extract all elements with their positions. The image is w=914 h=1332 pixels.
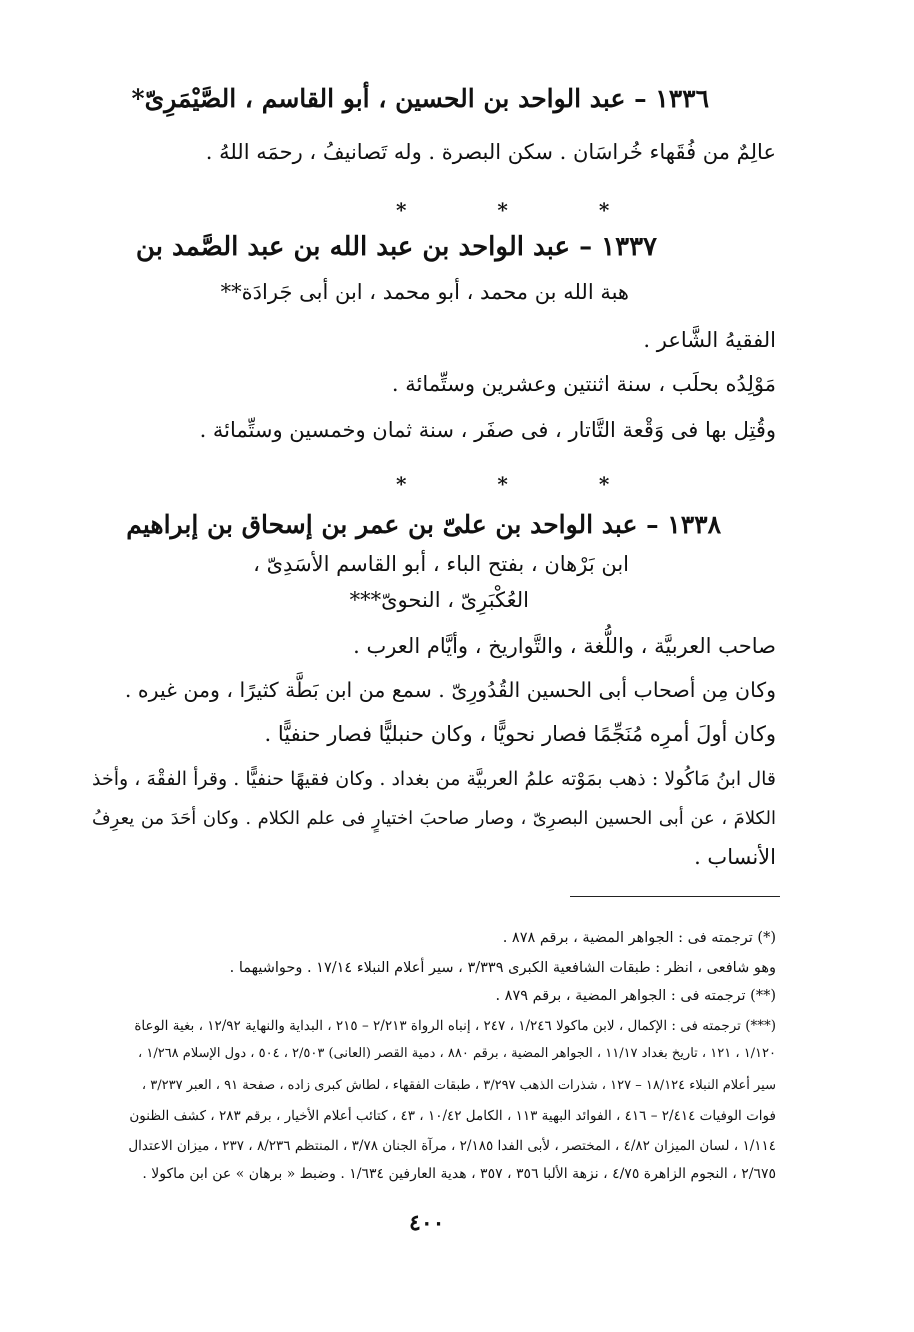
footnote: ٢/٦٧٥ ، النجوم الزاهرة ٤/٧٥ ، نزهة الألبا ٣٥٦ ، ٣٥٧ ، هدية العارفين ١/٦٣٤ . وضبط « برهان » عن ابن ماكولا .: [142, 1166, 776, 1182]
footnote: (***) ترجمته فى : الإكمال ، لابن ماكولا ١/٢٤٦ ، ٢٤٧ ، إنباه الرواة ٢/٢١٣ – ٢١٥ ، البداية والنهاية ١٢/٩٢ ، بغية الوعاة: [134, 1018, 776, 1034]
entry-1338-heading-continued: ابن بَرْهان ، بفتح الباء ، أبو القاسم الأسَدِىّ ،: [253, 552, 629, 576]
entry-1337-line: مَوْلِدُه بحلَب ، سنة اثنتين وعشرين وستِّمائة .: [391, 372, 776, 396]
entry-1337-heading-continued: هبة الله بن محمد ، أبو محمد ، ابن أبى جَرادَة**: [220, 280, 629, 304]
footnote: فوات الوفيات ٢/٤١٤ – ٤١٦ ، الفوائد البهية ١١٣ ، الكامل ١٠/٤٢ ، ٤٣ ، كتائب أعلام الأخيار ، برقم ٢٨٣ ، كشف الظنون: [129, 1108, 776, 1124]
entry-1337-line: وقُتِل بها فى وَقْعة التَّاتار ، فى صفَر ، سنة ثمان وخمسين وستِّمائة .: [199, 418, 776, 442]
entry-1338-line: وكان أولَ أمرِه مُنَجِّمًا فصار نحويًّا ، وكان حنبليًّا فصار حنفيًّا .: [264, 722, 776, 746]
entry-1338-paragraph: [92, 760, 776, 877]
footnote: ١/١٢٠ ، ١٢١ ، تاريخ بغداد ١١/١٧ ، الجواهر المضية ، برقم ٨٨٠ ، دمية القصر (العانى) ٢/٥٠٣ ، ٥٠٤ ، دول الإسلام ١/٢٦٨ ،: [138, 1046, 776, 1061]
entry-1336-body: عالِمٌ من فُقَهاء خُراسَان . سكن البصرة . وله تَصانيفُ ، رحمَه اللهُ .: [205, 140, 776, 164]
paragraph-line: الأنساب .: [694, 845, 776, 869]
paragraph-line: الكلامَ ، عن أبى الحسين البصرِىّ ، وصار صاحبَ اختيارٍ فى علم الكلام . وكان أحَدَ من يعرِفُ: [92, 808, 776, 829]
paragraph-line: قال ابنُ مَاكُولا : ذهب بمَوْته علمُ العربيَّة من بغداد . وكان فقيهًا حنفيًّا . وقرأ الفقْهَ ، وأخذ: [92, 768, 776, 790]
footnote-rule: [570, 896, 780, 897]
section-separator: * * *: [396, 198, 652, 222]
footnote: (*) ترجمته فى : الجواهر المضية ، برقم ٨٧٨ .: [502, 930, 776, 946]
footnote: وهو شافعى ، انظر : طبقات الشافعية الكبرى ٣/٣٣٩ ، سير أعلام النبلاء ١٧/١٤ . وحواشيهما .: [229, 960, 776, 976]
entry-1337-heading: ١٣٣٧ – عبد الواحد بن عبد الله بن عبد الصَّمد بن: [135, 232, 657, 262]
entry-1338-heading-continued: العُكْبَرِىّ ، النحوىّ***: [349, 588, 529, 612]
entry-1338-heading: ١٣٣٨ – عبد الواحد بن علىّ بن عمر بن إسحاق بن إبراهيم: [126, 510, 721, 539]
section-separator: * * *: [396, 472, 652, 496]
entry-1336-heading: ١٣٣٦ – عبد الواحد بن الحسين ، أبو القاسم ، الصَّيْمَرِىّ*: [131, 84, 709, 113]
footnote: (**) ترجمته فى : الجواهر المضية ، برقم ٨٧٩ .: [495, 988, 776, 1004]
entry-1338-line: وكان مِن أصحاب أبى الحسين القُدُورِىّ . سمع من ابن بَطَّة كثيرًا ، ومن غيره .: [124, 678, 776, 702]
entry-1337-line: الفقيهُ الشَّاعر .: [643, 328, 776, 352]
entry-1338-line: صاحب العربيَّة ، واللُّغة ، والتَّواريخ ، وأيَّام العرب .: [353, 634, 776, 658]
page-number: ٤٠٠: [409, 1210, 445, 1236]
footnote: سير أعلام النبلاء ١٨/١٢٤ – ١٢٧ ، شذرات الذهب ٣/٢٩٧ ، طبقات الفقهاء ، لطاش كبرى زاده ، صفحة ٩١ ، العبر ٣/٢٣٧ ،: [141, 1078, 776, 1093]
footnote: ١/١١٤ ، لسان الميزان ٤/٨٢ ، المختصر ، لأبى الفدا ٢/١٨٥ ، مرآة الجنان ٣/٧٨ ، المنتظم ٨/٢٣٦ ، ٢٣٧ ، ميزان الاعتدال: [128, 1138, 776, 1154]
